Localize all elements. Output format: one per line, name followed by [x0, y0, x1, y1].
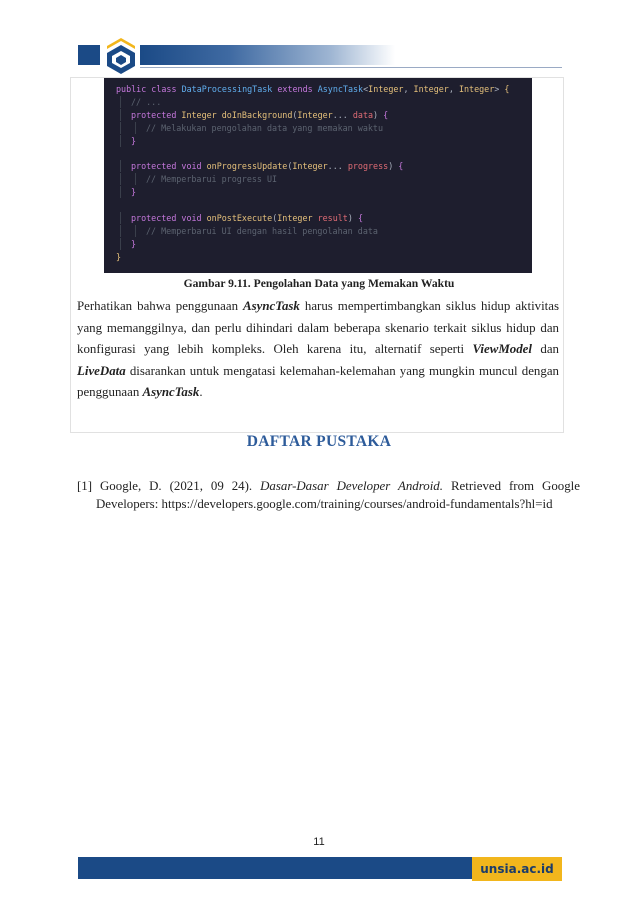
code-token: Integer: [413, 84, 449, 94]
code-line: [116, 212, 532, 225]
code-line: [116, 173, 532, 186]
indent-guide: [120, 212, 121, 224]
code-token: {: [383, 109, 389, 120]
code-token: ...: [327, 161, 348, 172]
code-token: ): [347, 212, 358, 223]
code-token: extends: [277, 84, 318, 94]
page-number: 11: [313, 836, 325, 848]
code-token: Integer: [292, 161, 328, 172]
indent-guide: [120, 186, 121, 198]
term-livedata: LiveData: [77, 363, 126, 378]
code-token: onPostExecute: [206, 212, 273, 223]
indent-guide: [120, 173, 121, 185]
code-token: }: [131, 135, 137, 146]
code-line: [116, 122, 532, 135]
indent-guide: [120, 225, 121, 237]
footer-site-badge: unsia.ac.id: [472, 857, 562, 881]
code-token: Integer: [277, 212, 318, 223]
code-token: ): [388, 161, 399, 172]
code-token: >: [494, 84, 505, 94]
code-token: Integer: [297, 109, 333, 120]
code-line: [116, 109, 532, 122]
unsia-shield-icon: [104, 36, 138, 76]
indent-guide: [135, 122, 136, 134]
term-asynctask: AsyncTask: [243, 299, 300, 313]
code-token: {: [357, 212, 363, 223]
term-viewmodel: ViewModel: [472, 342, 532, 357]
code-token: ): [373, 109, 384, 120]
code-token: protected: [131, 161, 182, 172]
code-token: }: [116, 251, 122, 262]
code-token: public: [116, 84, 152, 94]
code-token: void: [181, 161, 207, 172]
code-token: DataProcessingTask: [181, 84, 278, 94]
code-token: ...: [332, 109, 353, 120]
reference-item: [1] Google, D. (2021, 09 24). Dasar-Dasar Developer Android. Retrieved from Google Developers: https://developers.google.com/training/courses/android-fundamentals?hl=id: [77, 479, 580, 511]
code-snippet: [104, 78, 532, 273]
header-gradient-bar: [140, 45, 395, 65]
indent-guide: [120, 160, 121, 172]
header-block: [78, 45, 100, 65]
indent-guide: [135, 225, 136, 237]
code-token: void: [181, 212, 207, 223]
code-line: [116, 238, 532, 251]
indent-guide: [120, 96, 121, 108]
code-token: // ...: [131, 96, 162, 107]
code-token: (: [292, 109, 298, 120]
term-asynctask: AsyncTask: [142, 385, 200, 400]
code-line: [116, 251, 532, 264]
indent-guide: [120, 122, 121, 134]
code-token: ,: [448, 84, 459, 94]
indent-guide: [135, 173, 136, 185]
code-token: Integer: [458, 84, 495, 94]
code-token: progress: [347, 161, 389, 172]
code-token: // Melakukan pengolahan data yang memakan waktu: [146, 122, 383, 133]
indent-guide: [120, 238, 121, 250]
indent-guide: [120, 109, 121, 121]
code-line: [116, 186, 532, 199]
code-line: [116, 83, 532, 96]
code-line: [116, 199, 532, 212]
code-token: doInBackground: [221, 109, 293, 120]
code-token: AsyncTask: [317, 84, 364, 94]
code-line: [116, 147, 532, 160]
code-token: {: [398, 161, 404, 172]
code-token: result: [317, 212, 348, 223]
code-token: ,: [403, 84, 414, 94]
code-token: <: [363, 84, 369, 94]
code-token: protected: [131, 212, 182, 223]
code-line: [116, 96, 532, 109]
code-token: class: [151, 84, 182, 94]
code-token: }: [131, 238, 137, 249]
code-token: {: [504, 84, 510, 94]
code-line: [116, 135, 532, 148]
code-token: (: [287, 161, 293, 172]
code-token: Integer: [181, 109, 222, 120]
references-heading: DAFTAR PUSTAKA: [246, 433, 392, 450]
code-token: Integer: [368, 84, 404, 94]
code-token: // Memperbarui UI dengan hasil pengolahan data: [146, 225, 378, 236]
code-token: data: [352, 109, 374, 120]
indent-guide: [120, 135, 121, 147]
body-paragraph: Perhatikan bahwa penggunaan AsyncTask harus mempertimbangkan siklus hidup aktivitas yang memanggilnya, dan perlu dihindari dalam beberapa skenario terkait siklus hidup dan konfigurasi yang lebih kompleks. Oleh karena itu, alternatif seperti ViewModel dan LiveData disarankan untuk mengatasi kelemahan-kelemahan yang mungkin muncul dengan penggunaan AsyncTask.: [77, 299, 559, 400]
code-token: onProgressUpdate: [206, 161, 288, 172]
code-token: }: [131, 187, 137, 198]
code-line: [116, 225, 532, 238]
code-token: protected: [131, 109, 182, 120]
code-line: [116, 160, 532, 173]
code-token: // Memperbarui progress UI: [146, 174, 278, 185]
code-token: (: [272, 212, 278, 223]
figure-caption: Gambar 9.11. Pengolahan Data yang Memakan Waktu: [183, 277, 455, 290]
header-rule: [140, 67, 562, 68]
